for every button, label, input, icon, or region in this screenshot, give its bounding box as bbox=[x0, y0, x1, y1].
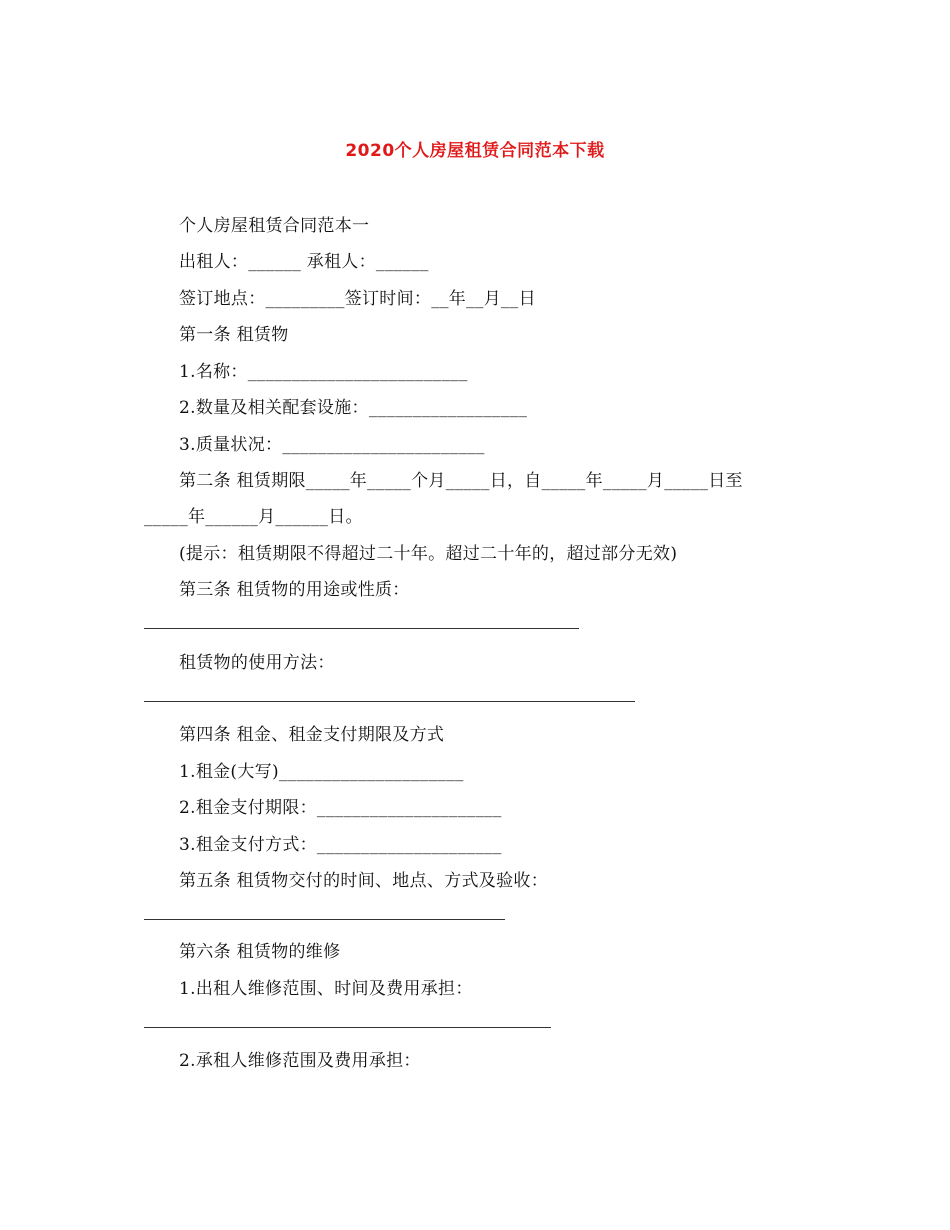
article-1-item-quantity: 2.数量及相关配套设施：__________________ bbox=[179, 398, 528, 418]
article-6-item-lessor-repair: 1.出租人维修范围、时间及费用承担： bbox=[179, 979, 473, 999]
article-1-item-name: 1.名称：_________________________ bbox=[179, 362, 468, 382]
article-2-hint: (提示：租赁期限不得超过二十年。超过二十年的，超过部分无效) bbox=[179, 544, 678, 564]
article-6-heading: 第六条 租赁物的维修 bbox=[179, 942, 341, 962]
article-4-item-rent: 1.租金(大写)_____________________ bbox=[179, 762, 464, 782]
article-6-item-lessee-repair: 2.承租人维修范围及费用承担： bbox=[179, 1051, 421, 1071]
document-title: 2020个人房屋租赁合同范本下载 bbox=[345, 141, 605, 161]
article-1-heading: 第一条 租赁物 bbox=[179, 325, 289, 345]
usage-method-label: 租赁物的使用方法： bbox=[179, 653, 335, 673]
article-4-heading: 第四条 租金、租金支付期限及方式 bbox=[179, 725, 445, 745]
blank-rule bbox=[144, 1027, 551, 1028]
article-2-lease-term: 第二条 租赁期限_____年_____个月_____日，自_____年_____月_____日至 bbox=[179, 471, 743, 491]
article-4-item-payment-method: 3.租金支付方式：_____________________ bbox=[179, 835, 502, 855]
article-4-item-payment-term: 2.租金支付期限：_____________________ bbox=[179, 798, 502, 818]
article-1-item-quality: 3.质量状况：_______________________ bbox=[179, 435, 485, 455]
blank-rule bbox=[144, 628, 579, 629]
signing-place-time-line: 签订地点：_________签订时间：__年__月__日 bbox=[179, 289, 536, 309]
contract-heading: 个人房屋租赁合同范本一 bbox=[179, 216, 370, 236]
blank-rule bbox=[144, 919, 505, 920]
article-3-heading: 第三条 租赁物的用途或性质： bbox=[179, 580, 410, 600]
article-2-lease-term-continued: _____年______月______日。 bbox=[144, 507, 363, 527]
article-5-heading: 第五条 租赁物交付的时间、地点、方式及验收： bbox=[179, 871, 549, 891]
parties-line: 出租人：______ 承租人：______ bbox=[179, 252, 429, 272]
blank-rule bbox=[144, 701, 635, 702]
